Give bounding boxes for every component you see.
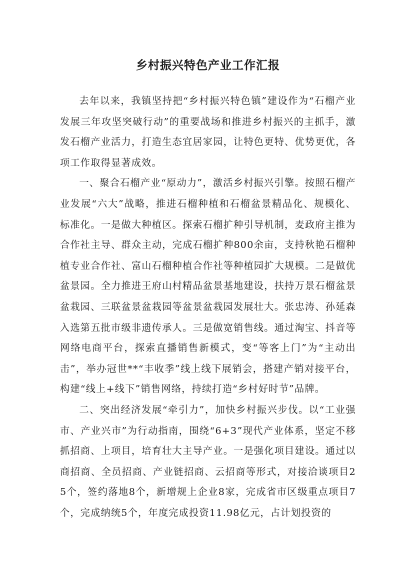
- intro-paragraph: 去年以来，我镇坚持把“乡村振兴特色镇”建设作为“石榴产业发展三年攻坚突破行动”的重要战场和推进乡村振兴的主抓手，激发石榴产业活力，打造生态宜居家园，让特色更特、优势更优，各项工作取得显著成效。: [60, 96, 356, 169]
- section-two-paragraph: 二、突出经济发展“牵引力”，加快乡村振兴步伐。以“工业强市、产业兴市”为行动指南，围绕“6+3”现代产业体系，坚定不移抓招商、上项目，培育壮大主导产业。一是强化项目建设。通过以商招商、全员招商、产业链招商、云招商等形式，对接洽谈项目25个，签约落地8个，新增规上企业8家，完成省市区级重点项目7个，完成纳统5个，年度完成投资11.98亿元，占计划投资的: [60, 404, 356, 519]
- section-one-paragraph: 一、聚合石榴产业“原动力”，激活乡村振兴引擎。按照石榴产业发展“六大”战略，推进石榴种植和石榴盆景精品化、规模化、标准化。一是做大种植区。探索石榴扩种引导机制，麦政府主推为合作社主导、群众主动，完成石榴扩种800余亩，支持秋艳石榴种植专业合作社、富山石榴种植合作社等种植园扩大规模。二是做优盆景园。全力推进王府山村精品盆景基地建设，扶持万景石榴盆景盆栽园、三联盆景盆栽园等盆景盆栽园发展壮大。张忠涛、孙延森入选第五批市级非遗传承人。三是做宽销售线。通过淘宝、抖音等网络电商平台，探索直播销售新模式，变“等客上门”为“主动出击”，举办冠世**“丰收季”线上线下展销会，搭建产销对接平台，构建“线上+线下”销售网络，持续打造“乡村好时节”品牌。: [60, 178, 356, 396]
- document-title: 乡村振兴特色产业工作汇报: [136, 58, 280, 72]
